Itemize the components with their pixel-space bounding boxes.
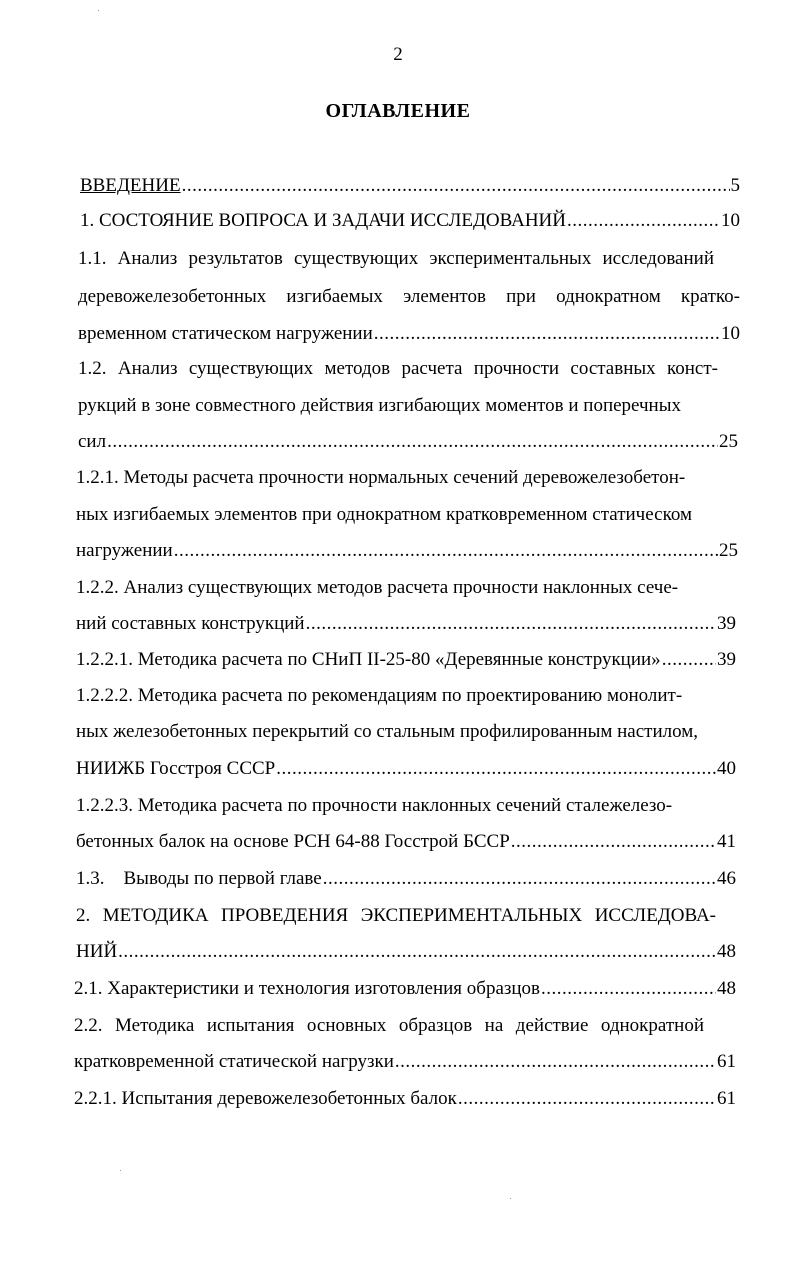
- toc-entry-text: временном статическом нагружении: [78, 323, 373, 344]
- toc-entry-text: ний составных конструкций: [76, 613, 305, 634]
- toc-entry-1-1-line-1[interactable]: 1.1. Анализ результатов существующих экспериментальных исследований: [78, 248, 714, 269]
- toc-entry-text: нагружении: [76, 540, 173, 561]
- leader-dots: [182, 172, 730, 200]
- toc-entry-text: сил: [78, 431, 107, 452]
- leader-dots: [395, 1048, 716, 1076]
- leader-dots: [541, 975, 716, 1003]
- toc-entry-1-2-2-2-line-1[interactable]: 1.2.2.2. Методика расчета по рекомендациям по проектированию монолит-: [76, 685, 683, 706]
- toc-entry-page: 5: [730, 175, 740, 196]
- toc-entry-1-2[interactable]: [78, 428, 738, 456]
- toc-entry-1-2-2-2-line-2[interactable]: ных железобетонных перекрытий со стальным профилированным настилом,: [76, 721, 699, 742]
- leader-dots: [374, 320, 720, 348]
- toc-entry-page: 46: [717, 868, 736, 889]
- leader-dots: [107, 428, 718, 456]
- toc-entry-1-2-2-1[interactable]: [76, 646, 736, 674]
- toc-entry-text: 1. СОСТОЯНИЕ ВОПРОСА И ЗАДАЧИ ИССЛЕДОВАНИЙ: [80, 210, 567, 231]
- toc-entry-chapter-1[interactable]: [80, 207, 740, 235]
- toc-entry-1-2-2[interactable]: [76, 610, 736, 638]
- toc-entry-1-1-line-2[interactable]: деревожелезобетонных изгибаемых элементов при однократном кратко-: [78, 286, 740, 307]
- leader-dots: [306, 610, 716, 638]
- toc-entry-chapter-2[interactable]: [76, 938, 736, 966]
- toc-entry-2-2[interactable]: [74, 1048, 736, 1076]
- toc-entry-text: НИИЖБ Госстроя СССР: [76, 758, 276, 779]
- leader-dots: [323, 865, 716, 893]
- scan-speck: [120, 1170, 121, 1171]
- toc-entry-page: 25: [719, 540, 738, 561]
- toc-entry-1-3[interactable]: [76, 865, 736, 893]
- scan-speck: [98, 10, 99, 11]
- toc-entry-page: 48: [717, 941, 736, 962]
- toc-entry-page: 10: [721, 323, 740, 344]
- toc-entry-1-2-line-2[interactable]: рукций в зоне совместного действия изгибающих моментов и поперечных: [78, 395, 681, 416]
- toc-entry-page: 48: [717, 978, 736, 999]
- toc-entry-page: 61: [717, 1051, 736, 1072]
- toc-entry-1-2-1-line-1[interactable]: 1.2.1. Методы расчета прочности нормальных сечений деревожелезобетон-: [76, 467, 686, 488]
- toc-entry-page: 25: [719, 431, 738, 452]
- toc-entry-text: ВВЕДЕНИЕ: [80, 175, 181, 196]
- toc-entry-text: 2.1. Характеристики и технология изготовления образцов: [74, 978, 541, 999]
- toc-entry-1-2-2-3-line-1[interactable]: 1.2.2.3. Методика расчета по прочности наклонных сечений сталежелезо-: [76, 795, 673, 816]
- toc-entry-text: 1.2.2.1. Методика расчета по СНиП II-25-80 «Деревянные конструкции»: [76, 649, 661, 670]
- toc-entry-text: кратковременной статической нагрузки: [74, 1051, 394, 1072]
- leader-dots: [276, 755, 716, 783]
- toc-entry-1-2-2-2[interactable]: [76, 755, 736, 783]
- toc-entry-page: 40: [717, 758, 736, 779]
- toc-entry-1-2-2-line-1[interactable]: 1.2.2. Анализ существующих методов расчета прочности наклонных сече-: [76, 577, 679, 598]
- toc-entry-text: 2.2.1. Испытания деревожелезобетонных балок: [74, 1088, 457, 1109]
- toc-entry-1-2-1-line-2[interactable]: ных изгибаемых элементов при однократном кратковременном статическом: [76, 504, 692, 525]
- toc-entry-text: НИЙ: [76, 941, 118, 962]
- leader-dots: [458, 1085, 716, 1113]
- toc-entry-page: 39: [717, 649, 736, 670]
- scan-speck: [510, 1198, 511, 1199]
- toc-entry-introduction[interactable]: [80, 172, 740, 200]
- toc-entry-page: 10: [721, 210, 740, 231]
- toc-entry-text: 1.3. Выводы по первой главе: [76, 868, 322, 889]
- toc-heading: ОГЛАВЛЕНИЕ: [325, 100, 471, 122]
- toc-entry-page: 39: [717, 613, 736, 634]
- toc-entry-1-2-line-1[interactable]: 1.2. Анализ существующих методов расчета прочности составных конст-: [78, 358, 718, 379]
- page-number: 2: [393, 44, 403, 65]
- leader-dots: [567, 207, 720, 235]
- toc-entry-2-2-1[interactable]: [74, 1085, 736, 1113]
- toc-entry-chapter-2-line-1[interactable]: 2. МЕТОДИКА ПРОВЕДЕНИЯ ЭКСПЕРИМЕНТАЛЬНЫХ ИССЛЕДОВА-: [76, 905, 716, 926]
- toc-entry-2-2-line-1[interactable]: 2.2. Методика испытания основных образцов на действие однократной: [74, 1015, 704, 1036]
- toc-entry-1-2-1[interactable]: [76, 537, 738, 565]
- leader-dots: [174, 537, 718, 565]
- toc-entry-2-1[interactable]: [74, 975, 736, 1003]
- toc-entry-page: 61: [717, 1088, 736, 1109]
- toc-entry-text: бетонных балок на основе РСН 64-88 Госстрой БССР: [76, 831, 510, 852]
- leader-dots: [662, 646, 716, 674]
- leader-dots: [511, 828, 716, 856]
- toc-entry-1-2-2-3[interactable]: [76, 828, 736, 856]
- toc-entry-page: 41: [717, 831, 736, 852]
- leader-dots: [118, 938, 716, 966]
- toc-entry-1-1[interactable]: [78, 320, 740, 348]
